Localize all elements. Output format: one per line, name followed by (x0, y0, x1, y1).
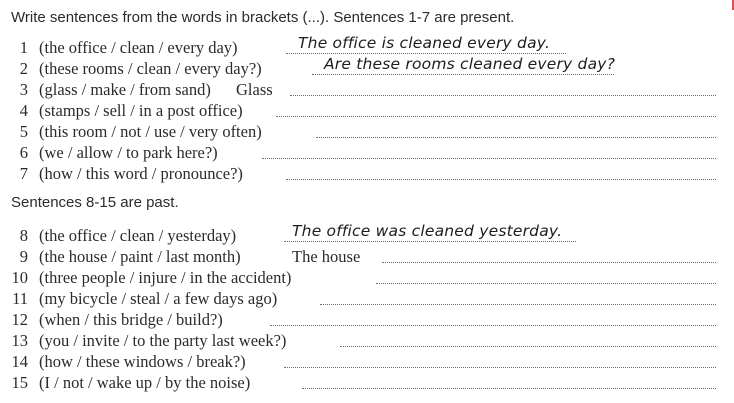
item-prompt: (when / this bridge / build?) (39, 310, 223, 329)
handwritten-answer: Are these rooms cleaned every day? (324, 55, 616, 73)
exercise-item-3 (0, 80, 734, 102)
item-number: 5 (19, 122, 28, 141)
item-prompt: (how / this word / pronounce?) (39, 164, 243, 183)
exercise-item-11 (0, 289, 734, 311)
answer-line[interactable] (270, 325, 716, 326)
item-prompt: (the office / clean / every day) (39, 38, 238, 57)
item-prompt: (you / invite / to the party last week?) (39, 331, 287, 350)
answer-line[interactable] (290, 95, 716, 96)
item-number: 7 (19, 164, 28, 183)
answer-line[interactable] (312, 74, 614, 75)
answer-line[interactable] (262, 158, 716, 159)
exercise-item-8 (0, 222, 734, 248)
answer-line[interactable] (316, 137, 716, 138)
item-prompt: (my bicycle / steal / a few days ago) (39, 289, 278, 308)
answer-line[interactable] (302, 388, 716, 389)
answer-line[interactable] (284, 367, 716, 368)
item-prompt: (this room / not / use / very often) (39, 122, 262, 141)
item-number: 13 (11, 331, 28, 350)
item-prompt: (stamps / sell / in a post office) (39, 101, 243, 120)
item-prompt: (the office / clean / yesterday) (39, 226, 237, 245)
item-prompt: (we / allow / to park here?) (39, 143, 218, 162)
item-number: 3 (19, 80, 28, 99)
item-prompt: (these rooms / clean / every day?) (39, 59, 262, 78)
answer-line[interactable] (382, 262, 716, 263)
exercise-item-6 (0, 143, 734, 165)
answer-line[interactable] (340, 346, 716, 347)
handwritten-answer: The office was cleaned yesterday. (292, 222, 563, 240)
item-prompt: (I / not / wake up / by the noise) (39, 373, 251, 392)
item-number: 11 (12, 289, 28, 308)
item-prompt: (three people / injure / in the accident) (39, 268, 292, 287)
item-number: 6 (19, 143, 28, 162)
item-prompt: (the house / paint / last month) (39, 247, 241, 266)
item-number: 14 (11, 352, 28, 371)
exercise-item-12 (0, 310, 734, 332)
answer-line[interactable] (284, 241, 576, 242)
item-number: 15 (11, 373, 28, 392)
item-number: 12 (11, 310, 28, 329)
item-number: 1 (19, 38, 28, 57)
item-prompt: (glass / make / from sand) (39, 80, 211, 99)
answer-line[interactable] (286, 53, 566, 54)
exercise-item-7 (0, 164, 734, 186)
item-prompt: (how / these windows / break?) (39, 352, 246, 371)
answer-line[interactable] (376, 283, 716, 284)
answer-line[interactable] (320, 304, 716, 305)
exercise-item-9 (0, 247, 734, 269)
answer-line[interactable] (286, 179, 716, 180)
exercise-item-10 (0, 268, 734, 290)
item-number: 4 (19, 101, 28, 120)
item-number: 10 (11, 268, 28, 287)
sentence-starter: The house (292, 247, 361, 266)
exercise-item-14 (0, 352, 734, 374)
exercise-item-5 (0, 122, 734, 144)
instruction-past: Sentences 8-15 are past. (11, 194, 179, 211)
exercise-item-2 (0, 55, 734, 81)
exercise-item-15 (0, 373, 734, 395)
instruction-present: Write sentences from the words in brackets (...). Sentences 1-7 are present. (11, 9, 515, 26)
item-number: 9 (19, 247, 28, 266)
sentence-starter: Glass (236, 80, 273, 99)
exercise-item-13 (0, 331, 734, 353)
item-number: 8 (19, 226, 28, 245)
item-number: 2 (19, 59, 28, 78)
exercise-item-4 (0, 101, 734, 123)
handwritten-answer: The office is cleaned every day. (298, 34, 551, 52)
answer-line[interactable] (276, 116, 716, 117)
